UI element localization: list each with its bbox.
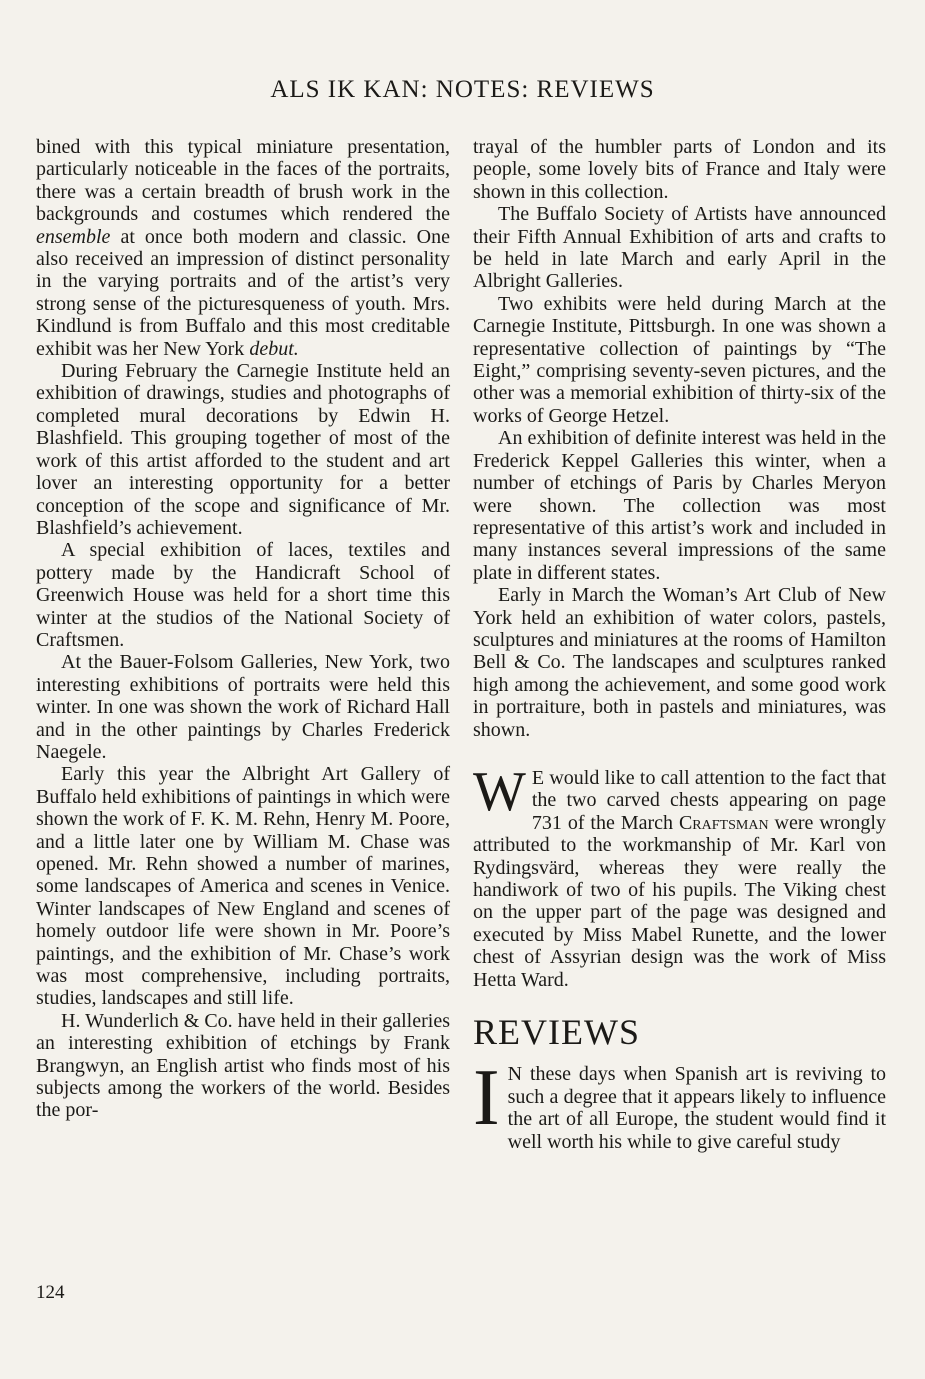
left-paragraph-1: bined with this typical miniature presentation, particularly noticeable in the faces of the portraits, there was a certain breadth of brush work in the backgrounds and costumes which rendered the ensemble at once both modern and classic. One also received an impression of distinct personality in the varying portraits and of the artist’s very strong sense of the picturesqueness of youth. Mrs. Kindlund is from Buffalo and this most creditable exhibit was her New York debut. — [36, 136, 450, 360]
right-paragraph-5: Early in March the Woman’s Art Club of New York held an exhibition of water colors, pastels, sculptures and miniatures at the rooms of Hamilton Bell & Co. The landscapes and sculptures ranked high among the achievement, and some good work in portraiture, both in pastels and miniatures, was shown. — [473, 584, 886, 741]
left-paragraph-3: A special exhibition of laces, textiles and pottery made by the Handicraft School of Greenwich House was held for a short time this winter at the studios of the National Society of Craftsmen. — [36, 539, 450, 651]
right-paragraph-2: The Buffalo Society of Artists have announced their Fifth Annual Exhibition of arts and crafts to be held in late March and early April in the Albright Galleries. — [473, 203, 886, 293]
reviews-heading: REVIEWS — [473, 1012, 640, 1053]
right-column — [473, 136, 886, 1153]
running-header: ALS IK KAN: NOTES: REVIEWS — [270, 76, 655, 103]
left-paragraph-4: At the Bauer-Folsom Galleries, New York, two interesting exhibitions of portraits were held this winter. In one was shown the work of Richard Hall and in the other paintings by Charles Frederick Naegele. — [36, 651, 450, 763]
left-column — [36, 136, 450, 1122]
drop-cap-i: I — [473, 1054, 500, 1143]
drop-cap-w: W — [473, 760, 526, 823]
left-paragraph-2: During February the Carnegie Institute held an exhibition of drawings, studies and photographs of completed mural decorations by Edwin H. Blashfield. This grouping together of most of the work of this artist afforded to the student and art lover an interesting opportunity for a better conception of the scope and significance of Mr. Blashfield’s achievement. — [36, 360, 450, 539]
reviews-paragraph: I N these days when Spanish art is reviving to such a degree that it appears likely to influence the art of all Europe, the student would find it well worth his while to give careful study — [473, 1054, 886, 1153]
right-paragraph-3: Two exhibits were held during March at the Carnegie Institute, Pittsburgh. In one was shown a representative collection of paintings by “The Eight,” comprising seventy-seven pictures, and the other was a memorial exhibition of thirty-six of the works of George Hetzel. — [473, 292, 886, 427]
right-paragraph-4: An exhibition of definite interest was held in the Frederick Keppel Galleries this winter, when a number of etchings of Paris by Charles Meryon were shown. The collection was most representative of this artist’s work and included in many instances several impressions of the same plate in different states. — [473, 427, 886, 584]
correction-notice: W E would like to call attention to the fact that the two carved chests appearing on page 731 of the March Craftsman were wrongly attributed to the workmanship of Mr. Karl von Rydingsvärd, whereas they were really the handiwork of two of his pupils. The Viking chest on the upper part of the page was designed and executed by Miss Mabel Runette, and the lower chest of Assyrian design was the work of Miss Hetta Ward. — [473, 760, 886, 991]
left-paragraph-6: H. Wunderlich & Co. have held in their galleries an interesting exhibition of etchings by Frank Brangwyn, an English artist who finds most of his subjects among the workers of the world. Besides the por- — [36, 1009, 450, 1122]
right-paragraph-1: trayal of the humbler parts of London and its people, some lovely bits of France and Italy were shown in this collection. — [473, 136, 886, 203]
page-number: 124 — [36, 1282, 65, 1303]
left-paragraph-5: Early this year the Albright Art Gallery of Buffalo held exhibitions of paintings in which were shown the work of F. K. M. Rehn, Henry M. Poore, and a little later one by William M. Chase was opened. Mr. Rehn showed a number of marines, some landscapes of America and scenes in Venice. Winter landscapes of New England and scenes of homely outdoor life were shown in Mr. Poore’s paintings, and the exhibition of Mr. Chase’s work was most comprehensive, including portraits, studies, landscapes and still life. — [36, 763, 450, 1010]
